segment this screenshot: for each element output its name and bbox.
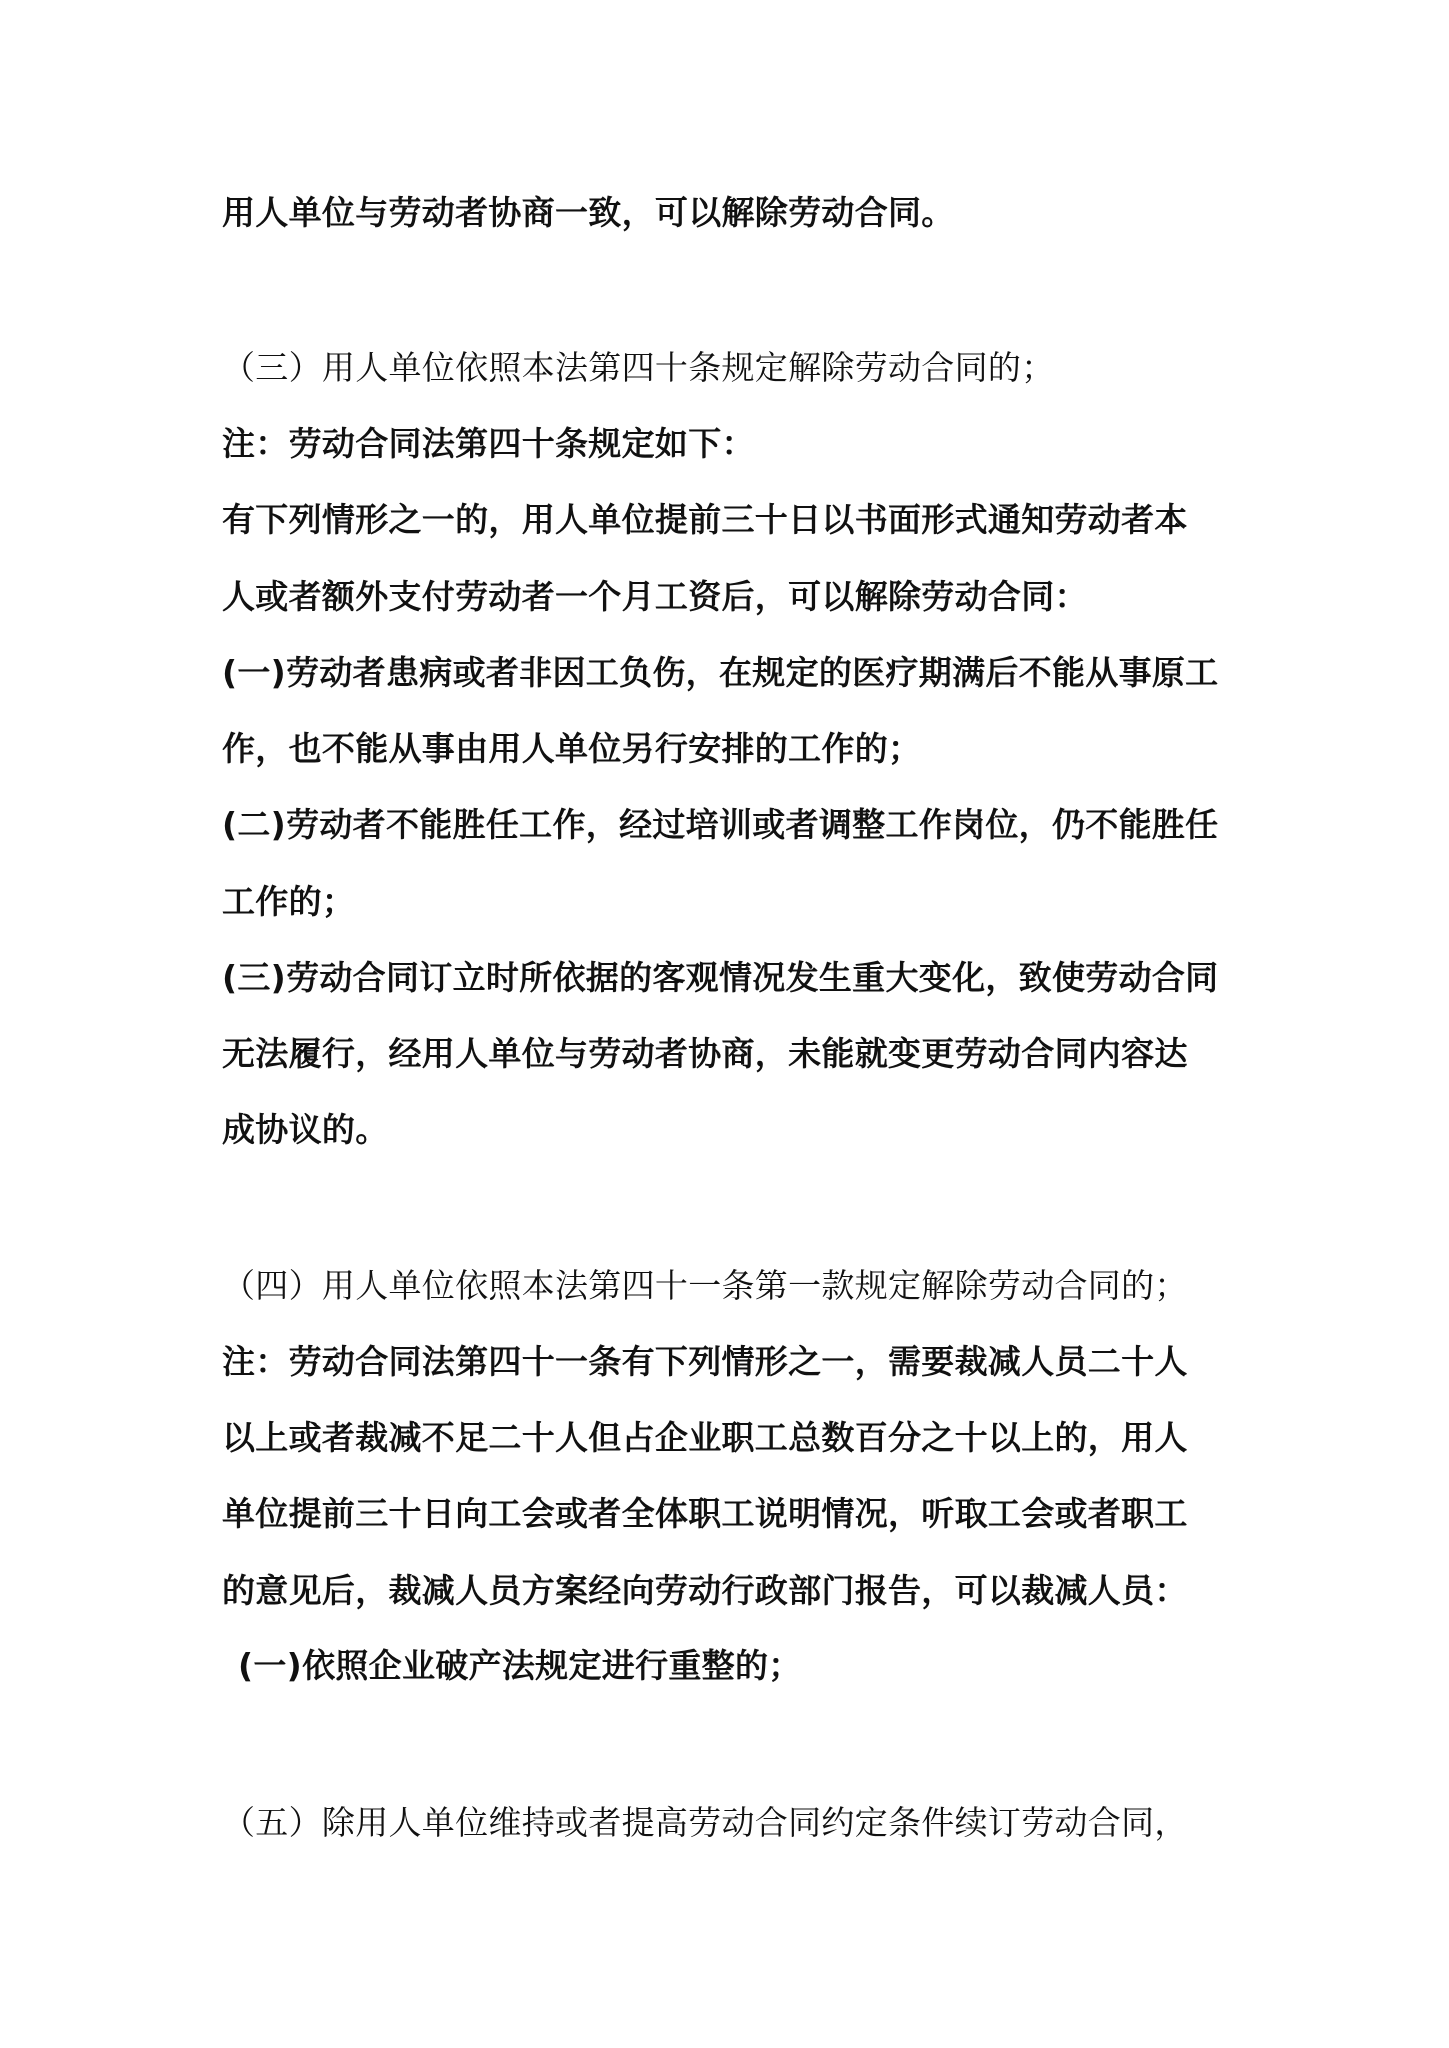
paragraph-line: 以上或者裁减不足二十人但占企业职工总数百分之十以上的，用人 [222,1418,1188,1457]
list-item-line: (二)劳动者不能胜任工作，经过培训或者调整工作岗位，仍不能胜任 [222,805,1219,844]
paragraph-line: 的意见后，裁减人员方案经向劳动行政部门报告，可以裁减人员： [222,1571,1188,1610]
note-line: 注：劳动合同法第四十条规定如下： [222,424,755,463]
list-item-line: (一)依照企业破产法规定进行重整的； [238,1646,802,1685]
list-item-line: (一)劳动者患病或者非因工负伤，在规定的医疗期满后不能从事原工 [222,653,1219,692]
section-heading: （三）用人单位依照本法第四十条规定解除劳动合同的； [222,348,1055,387]
list-item-line: 作，也不能从事由用人单位另行安排的工作的； [222,729,922,768]
note-line: 注：劳动合同法第四十一条有下列情形之一，需要裁减人员二十人 [222,1342,1188,1381]
list-item-line: (三)劳动合同订立时所依据的客观情况发生重大变化，致使劳动合同 [222,958,1219,997]
list-item-line: 工作的； [222,882,356,921]
paragraph-line: 有下列情形之一的，用人单位提前三十日以书面形式通知劳动者本 [222,500,1188,539]
list-item-line: 成协议的。 [222,1110,389,1149]
list-item-line: 无法履行，经用人单位与劳动者协商，未能就变更劳动合同内容达 [222,1034,1188,1073]
section-heading: （五）除用人单位维持或者提高劳动合同约定条件续订劳动合同， [222,1803,1188,1842]
paragraph-line: 单位提前三十日向工会或者全体职工说明情况，听取工会或者职工 [222,1494,1188,1533]
section-heading: （四）用人单位依照本法第四十一条第一款规定解除劳动合同的； [222,1266,1188,1305]
paragraph-line: 人或者额外支付劳动者一个月工资后，可以解除劳动合同： [222,577,1088,616]
paragraph-line: 用人单位与劳动者协商一致，可以解除劳动合同。 [222,193,955,232]
